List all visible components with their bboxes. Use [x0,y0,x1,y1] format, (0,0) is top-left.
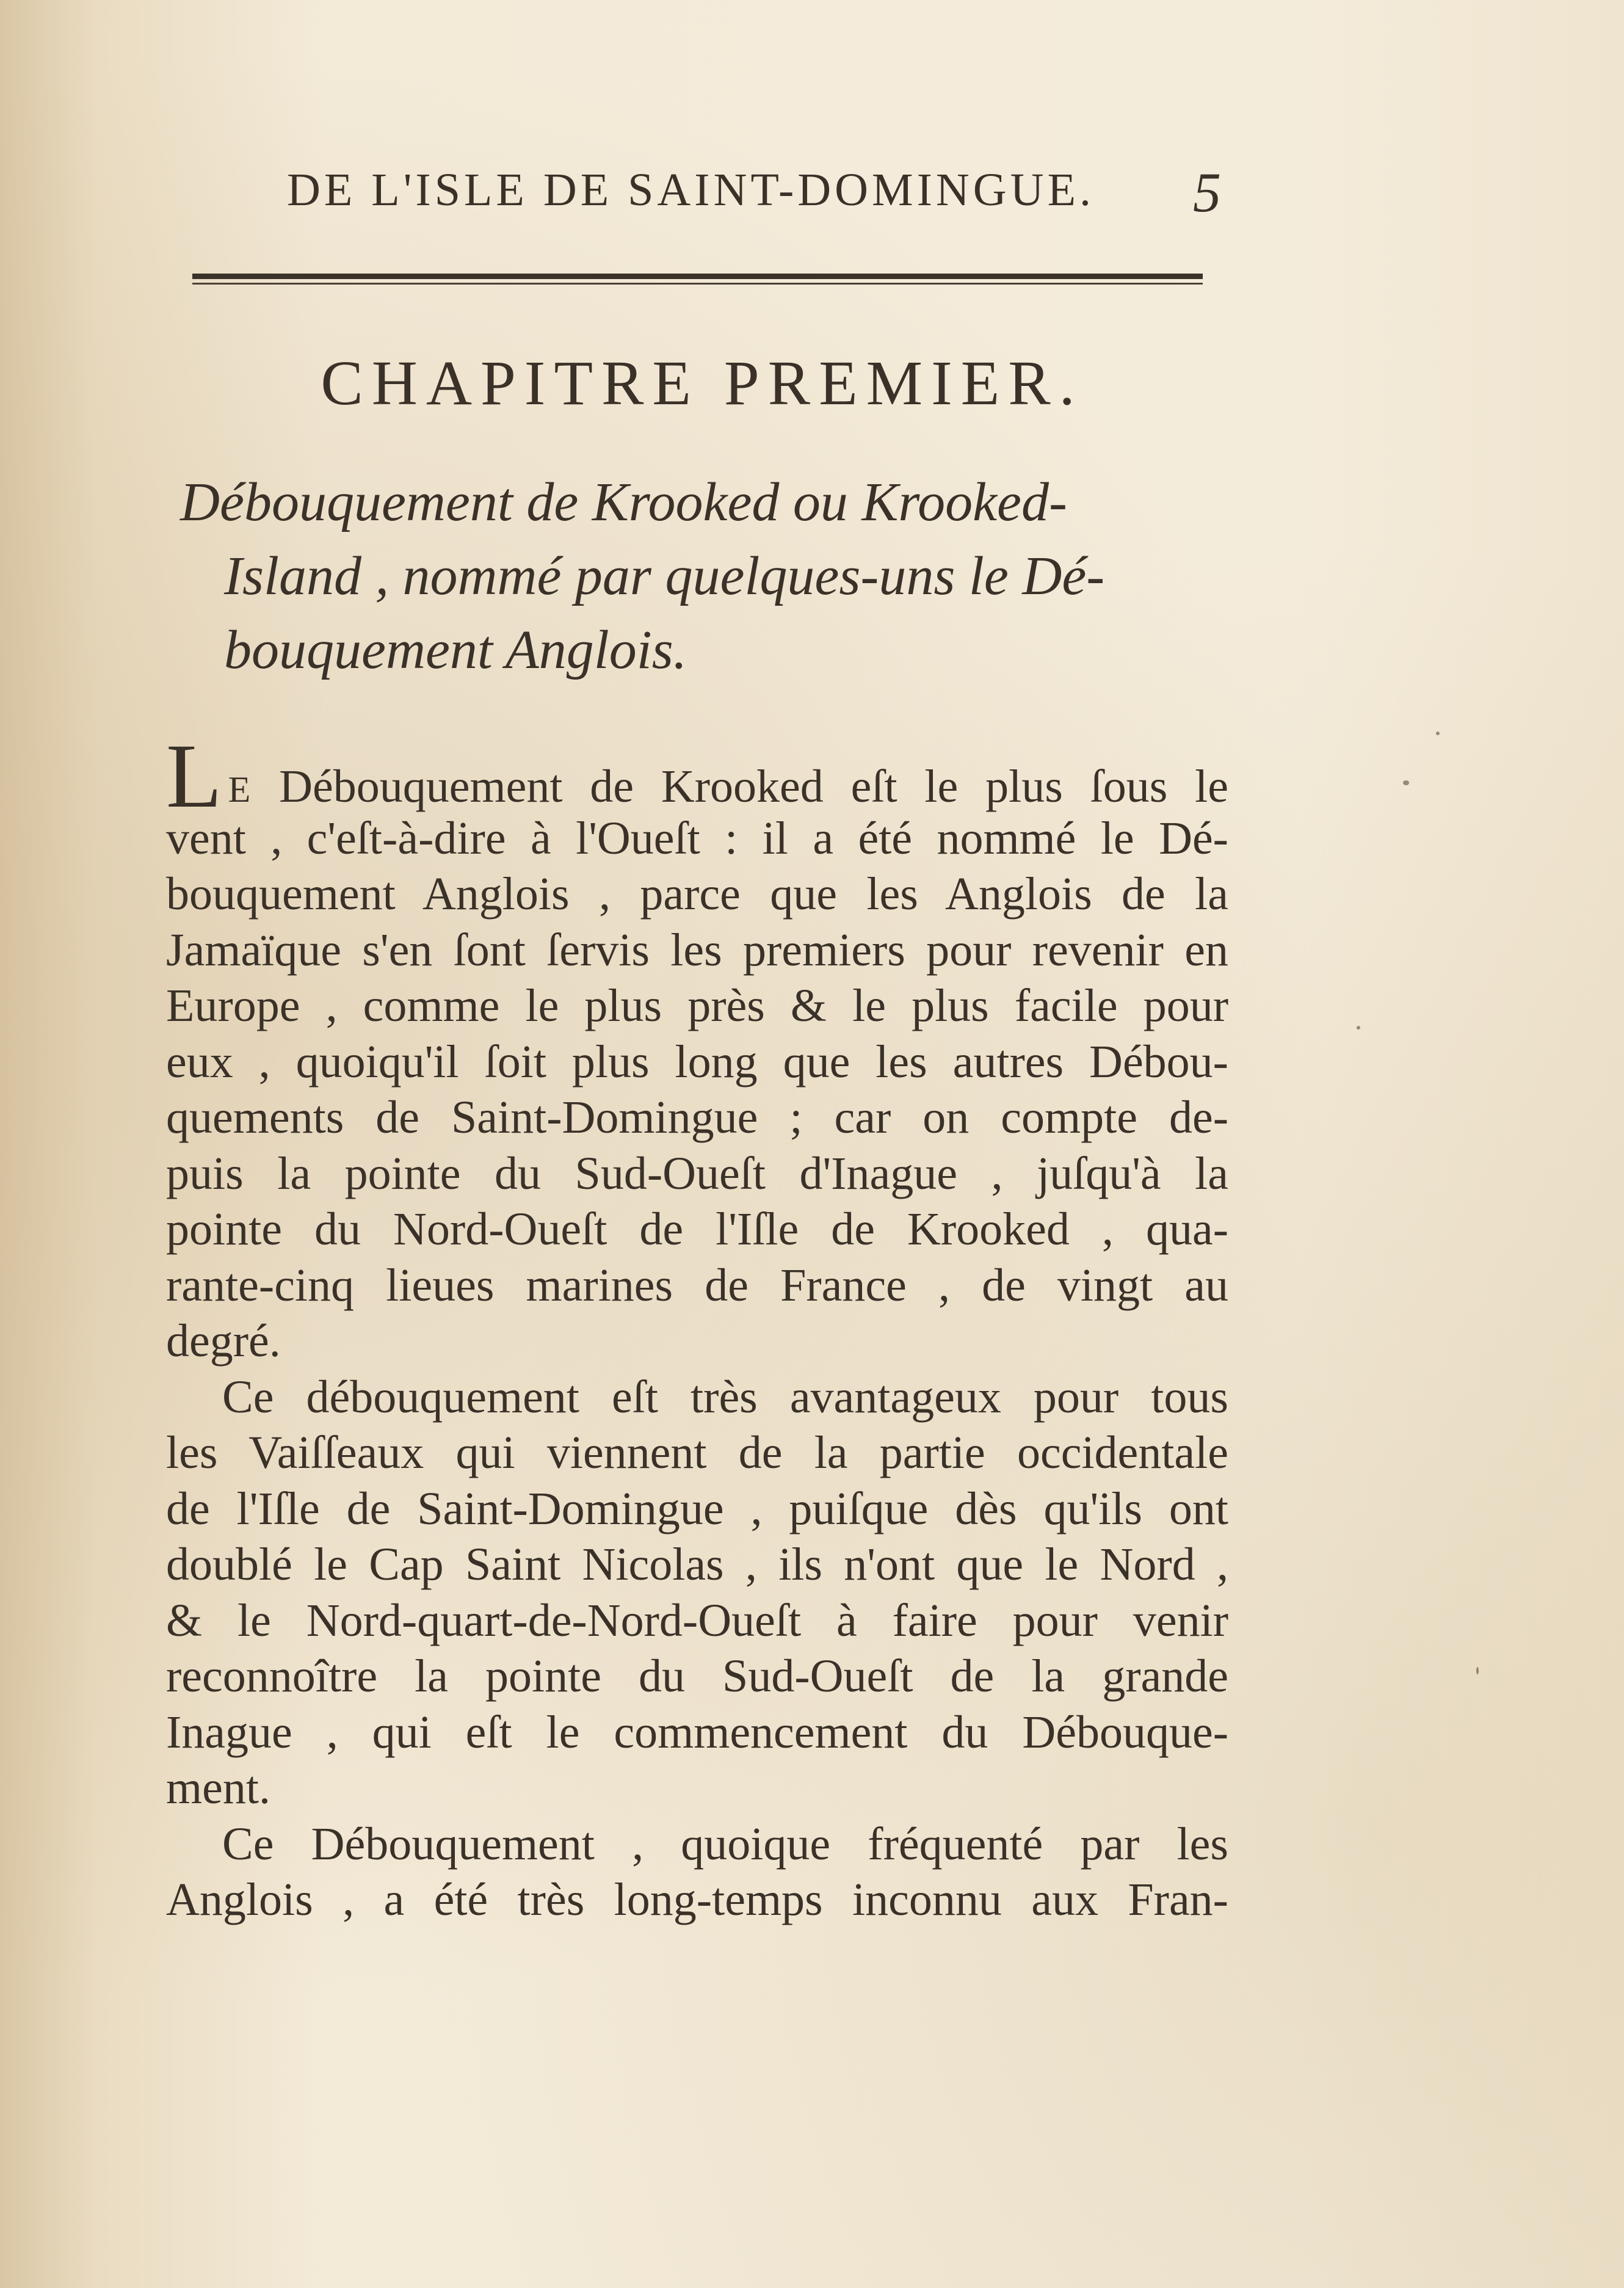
body-line: puis la pointe du Sud-Oueſt d'Inague , juſqu'à la [166,1147,1228,1199]
page-number: 5 [1193,161,1221,223]
body-line: Jamaïque s'en ſont ſervis les premiers pour revenir en [166,924,1228,976]
ink-speck [1436,732,1440,735]
paragraph-2-line: Inague , qui eſt le commencement du Débouque- [166,1706,1228,1758]
header-rule-thick [192,274,1203,279]
paragraph-2-line: reconnoître la pointe du Sud-Oueſt de la grande [166,1651,1228,1702]
paragraph-3-line: Anglois , a été très long-temps inconnu aux Fran- [166,1874,1228,1925]
dropcap: L [166,725,222,827]
subtitle-line-2: Island , nommé par quelques-uns le Dé- [224,546,1105,606]
body-line: vent , c'eſt-à-dire à l'Oueſt : il a été nommé le Dé- [166,812,1228,864]
body-line: bouquement Anglois , parce que les Anglois de la [166,868,1228,920]
dropcap-rest: E [228,769,252,810]
page-header [287,161,1221,231]
body-line: Europe , comme le plus près & le plus facile pour [166,980,1228,1031]
paragraph-2-line: les Vaiſſeaux qui viennent de la partie occidentale [166,1427,1228,1478]
body-text [166,725,1229,1928]
body-line: pointe du Nord-Oueſt de l'Iſle de Krooked , qua- [166,1204,1228,1255]
paragraph-3-line: Ce Débouquement , quoique fréquenté par les [222,1818,1228,1870]
body-line-1 [166,725,1229,827]
paragraph-2-line: doublé le Cap Saint Nicolas , ils n'ont que le Nord , [166,1539,1228,1590]
paragraph-2-line: ment. [166,1762,270,1814]
paragraph-2-line: de l'Iſle de Saint-Domingue , puiſque dès qu'ils ont [166,1483,1228,1534]
running-head: DE L'ISLE DE SAINT-DOMINGUE. [287,164,1095,216]
chapter-subtitle [180,465,1242,687]
subtitle-line-1: Débouquement de Krooked ou Krooked- [180,472,1067,532]
chapter-title: CHAPITRE PREMIER. [321,348,1084,418]
ink-speck [1403,780,1409,785]
subtitle-line-3: bouquement Anglois. [224,620,687,680]
body-line-1-text: Débouquement de Krooked eſt le plus ſous le [279,761,1229,812]
body-line: eux , quoiqu'il ſoit plus long que les autres Débou- [166,1036,1228,1088]
body-line: degré. [166,1315,281,1367]
ink-speck [1357,1026,1360,1030]
paragraph-2-line: Ce débouquement eſt très avantageux pour tous [222,1371,1228,1423]
body-line: quements de Saint-Domingue ; car on compte de- [166,1092,1228,1143]
ink-speck [1476,1667,1479,1674]
header-rule-thin [192,283,1203,285]
paragraph-2-line: & le Nord-quart-de-Nord-Oueſt à faire pour venir [166,1594,1228,1646]
body-line: rante-cinq lieues marines de France , de vingt au [166,1259,1228,1311]
header-rule [192,274,1203,289]
